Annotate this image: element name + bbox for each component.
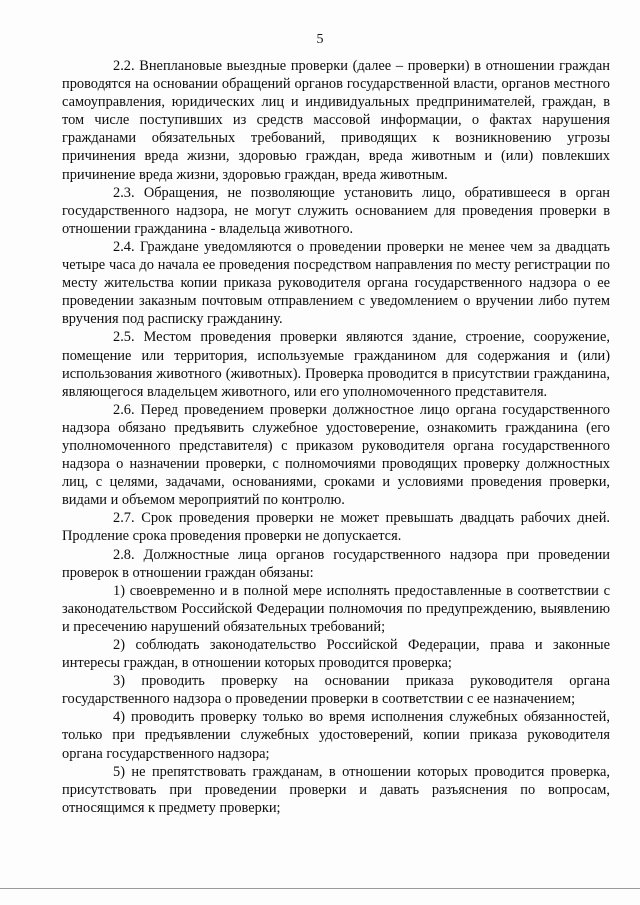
paragraph-2-8: 2.8. Должностные лица органов государственного надзора при проведении проверок в отношении граждан обязаны:: [62, 546, 610, 581]
list-item-1: 1) своевременно и в полной мере исполнять предоставленные в соответствии с законодательством Российской Федерации полномочия по предупреждению, выявлению и пресечению нарушений обязательных требований;: [62, 582, 610, 635]
list-item-2: 2) соблюдать законодательство Российской Федерации, права и законные интересы граждан, в отношении которых проводится проверка;: [62, 637, 610, 672]
paragraph-2-4: 2.4. Граждане уведомляются о проведении проверки не менее чем за двадцать четыре часа до начала ее проведения посредством направления по месту регистрации по месту жительства копии приказа руководителя органа государственного надзора о ее проведении заказным почтовым отправлением с уведомлением о вручении либо путем вручения под расписку гражданину.: [62, 238, 610, 328]
paragraph-2-7: 2.7. Срок проведения проверки не может превышать двадцать рабочих дней. Продление срока проведения проверки не допускается.: [62, 510, 610, 545]
scan-edge-line: [0, 888, 640, 889]
list-item-3: 3) проводить проверку на основании приказа руководителя органа государственного надзора о проведении проверки в соответствии с ее назначением;: [62, 673, 610, 708]
paragraph-2-2: 2.2. Внеплановые выездные проверки (далее – проверки) в отношении граждан проводятся на основании обращений органов государственной власти, органов местного самоуправления, юридических лиц и индивидуальных предпринимателей, граждан, в том числе поступивших из средств массовой информации, о фактах нарушения гражданами обязательных требований, приводящих к возникновению угрозы причинения вреда жизни, здоровью граждан, вреда животным и (или) повлекших причинение вреда жизни, здоровью граждан, вреда животным.: [62, 58, 610, 183]
page-number: 5: [316, 32, 324, 47]
document-body: [62, 57, 610, 817]
list-item-4: 4) проводить проверку только во время исполнения служебных обязанностей, только при предъявлении служебных удостоверений, копии приказа руководителя органа государственного надзора;: [62, 709, 610, 762]
list-item-5: 5) не препятствовать гражданам, в отношении которых проводится проверка, присутствовать при проведении проверки и давать разъяснения по вопросам, относящимся к предмету проверки;: [62, 763, 610, 816]
paragraph-2-3: 2.3. Обращения, не позволяющие установить лицо, обратившееся в орган государственного надзора, не могут служить основанием для проведения проверки в отношении гражданина - владельца животного.: [62, 184, 610, 237]
paragraph-2-6: 2.6. Перед проведением проверки должностное лицо органа государственного надзора обязано предъявить служебное удостоверение, ознакомить гражданина (его уполномоченного представителя) с приказом руководителя органа государственного надзора о назначении проверки, с полномочиями проводящих проверку должностных лиц, с целями, задачами, основаниями, сроками и условиями проведения проверки, видами и объемом мероприятий по контролю.: [62, 401, 610, 509]
paragraph-2-5: 2.5. Местом проведения проверки являются здание, строение, сооружение, помещение или территория, используемые гражданином для содержания и (или) использования животного (животных). Проверка проводится в присутствии гражданина, являющегося владельцем животного, или его уполномоченного представителя.: [62, 329, 610, 400]
